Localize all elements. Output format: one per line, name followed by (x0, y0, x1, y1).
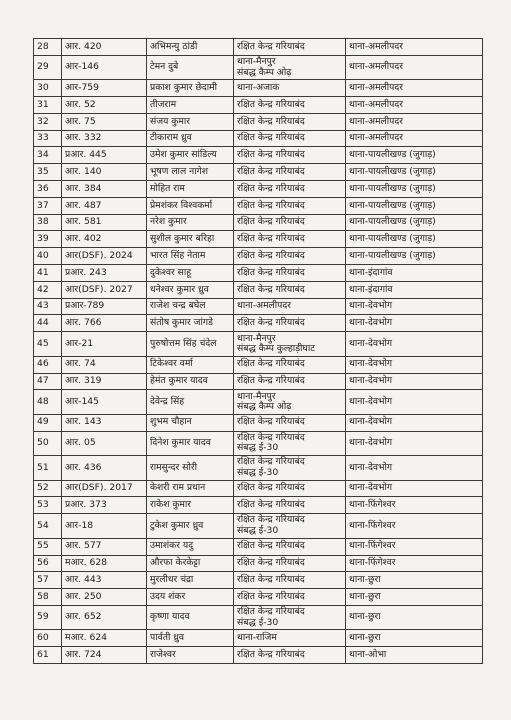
serial-number-cell: 58 (34, 589, 62, 606)
current-posting-cell (234, 315, 346, 332)
current-posting-line: रक्षित केन्द्र गरियाबंद (237, 431, 305, 443)
current-posting-cell (234, 80, 346, 97)
person-name-cell: टीकाराम ध्रुव (147, 130, 234, 147)
current-posting-cell (234, 589, 346, 606)
current-posting-cell (234, 647, 346, 664)
current-posting-line: रक्षित केन्द्र गरियाबंद (237, 216, 305, 228)
person-name-cell: मुरलीधर चंद्रा (147, 572, 234, 589)
rank-badge-cell: आर. 724 (62, 647, 147, 664)
person-name-cell: तीजराम (147, 97, 234, 114)
table-row (34, 231, 483, 248)
new-posting-cell: थाना-इंदागांव (346, 281, 483, 298)
new-posting-cell: थाना-ओभा (346, 647, 483, 664)
serial-number-cell: 47 (34, 373, 62, 390)
table-row (34, 647, 483, 664)
rank-badge-cell: आर. 652 (62, 605, 147, 630)
new-posting-cell: थाना-पायलीखण्ड (जुगाड़) (346, 147, 483, 164)
rank-badge-cell: आर. 487 (62, 197, 147, 214)
current-posting-cell (234, 456, 346, 481)
person-name-cell: हेमंत कुमार यादव (147, 373, 234, 390)
current-posting-line: संबद्ध कैम्प ओढ़ (237, 401, 292, 413)
table-row (34, 497, 483, 514)
rank-badge-cell: आर(DSF). 2024 (62, 248, 147, 265)
person-name-cell: उमेश कुमार सांडिल्य (147, 147, 234, 164)
current-posting-cell (234, 265, 346, 282)
serial-number-cell: 28 (34, 39, 62, 56)
person-name-cell: राजेश्वर (147, 647, 234, 664)
new-posting-cell: थाना-पायलीखण्ड (जुगाड़) (346, 197, 483, 214)
new-posting-cell: थाना-फिंगेश्वर (346, 514, 483, 539)
person-name-cell: राजेश चन्द्र बघेल (147, 298, 234, 315)
current-posting-line: रक्षित केन्द्र गरियाबंद (237, 590, 305, 602)
current-posting-cell (234, 514, 346, 539)
new-posting-cell: थाना-अमलीपदर (346, 80, 483, 97)
person-name-cell: देवेन्द्र सिंह (147, 390, 234, 415)
current-posting-cell (234, 97, 346, 114)
current-posting-cell (234, 431, 346, 456)
current-posting-cell (234, 214, 346, 231)
serial-number-cell: 32 (34, 113, 62, 130)
serial-number-cell: 40 (34, 248, 62, 265)
serial-number-cell: 46 (34, 356, 62, 373)
serial-number-cell: 39 (34, 231, 62, 248)
serial-number-cell: 45 (34, 332, 62, 357)
person-name-cell: औरफा केरकेट्टा (147, 555, 234, 572)
serial-number-cell: 54 (34, 514, 62, 539)
current-posting-line: रक्षित केन्द्र गरियाबंद (237, 557, 305, 569)
person-name-cell: उमाशंकर यदु (147, 538, 234, 555)
rank-badge-cell: आर. 319 (62, 373, 147, 390)
table-row (34, 414, 483, 431)
current-posting-line: रक्षित केन्द्र गरियाबंद (237, 648, 305, 660)
rank-badge-cell: आर. 332 (62, 130, 147, 147)
current-posting-line: रक्षित केन्द्र गरियाबंद (237, 266, 305, 278)
table-row (34, 80, 483, 97)
table-row (34, 605, 483, 630)
person-name-cell: कृष्णा यादव (147, 605, 234, 630)
person-name-cell: शुभम चौहान (147, 414, 234, 431)
rank-badge-cell: आर. 250 (62, 589, 147, 606)
serial-number-cell: 42 (34, 281, 62, 298)
rank-badge-cell: मआर. 628 (62, 555, 147, 572)
current-posting-cell (234, 572, 346, 589)
current-posting-line: रक्षित केन्द्र गरियाबंद (237, 98, 305, 110)
serial-number-cell: 48 (34, 390, 62, 415)
current-posting-line: रक्षित केन्द्र गरियाबंद (237, 416, 305, 428)
table-row (34, 456, 483, 481)
table-row (34, 373, 483, 390)
person-name-cell: रामसुन्दर सोरी (147, 456, 234, 481)
serial-number-cell: 59 (34, 605, 62, 630)
rank-badge-cell: आर. 74 (62, 356, 147, 373)
rank-badge-cell: आर. 443 (62, 572, 147, 589)
table-row (34, 265, 483, 282)
current-posting-cell (234, 164, 346, 181)
new-posting-cell: थाना-देवभोग (346, 298, 483, 315)
table-row (34, 39, 483, 56)
serial-number-cell: 52 (34, 480, 62, 497)
rank-badge-cell: आर(DSF). 2017 (62, 480, 147, 497)
current-posting-cell (234, 356, 346, 373)
new-posting-cell: थाना-देवभोग (346, 414, 483, 431)
current-posting-line: संबद्ध ई-30 (237, 466, 279, 478)
current-posting-cell (234, 480, 346, 497)
rank-badge-cell: आर-21 (62, 332, 147, 357)
person-name-cell: केशरी राम प्रधान (147, 480, 234, 497)
current-posting-cell (234, 414, 346, 431)
person-name-cell: प्रकाश कुमार छेदामी (147, 80, 234, 97)
serial-number-cell: 50 (34, 431, 62, 456)
table-row (34, 197, 483, 214)
person-name-cell: टुकेश कुमार ध्रुव (147, 514, 234, 539)
new-posting-cell: थाना-फिंगेश्वर (346, 497, 483, 514)
rank-badge-cell: आर. 384 (62, 181, 147, 198)
serial-number-cell: 44 (34, 315, 62, 332)
table-row (34, 181, 483, 198)
rank-badge-cell: आर-18 (62, 514, 147, 539)
person-name-cell: दुकेश्वर साहू (147, 265, 234, 282)
table-row (34, 572, 483, 589)
person-name-cell: प्रेमशंकर विश्वकर्मा (147, 197, 234, 214)
table-row (34, 514, 483, 539)
current-posting-line: रक्षित केन्द्र गरियाबंद (237, 482, 305, 494)
serial-number-cell: 56 (34, 555, 62, 572)
current-posting-line: संबद्ध ई-30 (237, 442, 279, 454)
new-posting-cell: थाना-अमलीपदर (346, 113, 483, 130)
serial-number-cell: 35 (34, 164, 62, 181)
new-posting-cell: थाना-छुरा (346, 630, 483, 647)
current-posting-cell (234, 555, 346, 572)
new-posting-cell: थाना-अमलीपदर (346, 55, 483, 80)
rank-badge-cell: आर. 140 (62, 164, 147, 181)
current-posting-cell (234, 197, 346, 214)
current-posting-line: रक्षित केन्द्र गरियाबंद (237, 132, 305, 144)
serial-number-cell: 51 (34, 456, 62, 481)
transfer-table-body (34, 39, 483, 664)
rank-badge-cell: आर. 766 (62, 315, 147, 332)
table-row (34, 332, 483, 357)
serial-number-cell: 49 (34, 414, 62, 431)
serial-number-cell: 38 (34, 214, 62, 231)
new-posting-cell: थाना-पायलीखण्ड (जुगाड़) (346, 164, 483, 181)
new-posting-cell: थाना-देवभोग (346, 480, 483, 497)
serial-number-cell: 53 (34, 497, 62, 514)
rank-badge-cell: प्रआर-789 (62, 298, 147, 315)
current-posting-cell (234, 497, 346, 514)
new-posting-cell: थाना-पायलीखण्ड (जुगाड़) (346, 214, 483, 231)
table-row (34, 298, 483, 315)
rank-badge-cell: प्रआर. 373 (62, 497, 147, 514)
current-posting-cell (234, 332, 346, 357)
current-posting-line: संबद्ध कैम्प कुल्हाड़ीघाट (237, 343, 315, 354)
rank-badge-cell: प्रआर. 445 (62, 147, 147, 164)
current-posting-line: संबद्ध ई-30 (237, 524, 279, 536)
current-posting-line: रक्षित केन्द्र गरियाबंद (237, 40, 305, 52)
current-posting-line: रक्षित केन्द्र गरियाबंद (237, 182, 305, 194)
current-posting-cell (234, 113, 346, 130)
person-name-cell: अभिमन्यु ठांडी (147, 39, 234, 56)
table-row (34, 390, 483, 415)
rank-badge-cell: प्रआर. 243 (62, 265, 147, 282)
current-posting-cell (234, 231, 346, 248)
rank-badge-cell: आर. 436 (62, 456, 147, 481)
new-posting-cell: थाना-अमलीपदर (346, 39, 483, 56)
serial-number-cell: 43 (34, 298, 62, 315)
current-posting-line: रक्षित केन्द्र गरियाबंद (237, 199, 305, 211)
table-row (34, 630, 483, 647)
current-posting-line: संबद्ध कैम्प ओढ़ (237, 66, 292, 78)
serial-number-cell: 34 (34, 147, 62, 164)
current-posting-cell (234, 538, 346, 555)
current-posting-line: थाना-मैनपुर (237, 390, 276, 402)
person-name-cell: उदय शंकर (147, 589, 234, 606)
rank-badge-cell: आर. 05 (62, 431, 147, 456)
table-row (34, 315, 483, 332)
current-posting-line: रक्षित केन्द्र गरियाबंद (237, 606, 305, 618)
new-posting-cell: थाना-फिंगेश्वर (346, 538, 483, 555)
serial-number-cell: 36 (34, 181, 62, 198)
new-posting-cell: थाना-देवभोग (346, 332, 483, 357)
person-name-cell: पार्वती ध्रुव (147, 630, 234, 647)
table-row (34, 281, 483, 298)
new-posting-cell: थाना-छुरा (346, 589, 483, 606)
current-posting-cell (234, 248, 346, 265)
current-posting-cell (234, 39, 346, 56)
current-posting-line: रक्षित केन्द्र गरियाबंद (237, 540, 305, 552)
person-name-cell: पुरुषोत्तम सिंह चंदेल (147, 332, 234, 357)
serial-number-cell: 29 (34, 55, 62, 80)
current-posting-line: रक्षित केन्द्र गरियाबंद (237, 283, 305, 295)
current-posting-line: थाना-मैनपुर (237, 56, 276, 68)
table-row (34, 113, 483, 130)
table-row (34, 55, 483, 80)
table-row (34, 164, 483, 181)
current-posting-line: रक्षित केन्द्र गरियाबंद (237, 249, 305, 261)
current-posting-cell (234, 55, 346, 80)
rank-badge-cell: आर. 420 (62, 39, 147, 56)
new-posting-cell: थाना-देवभोग (346, 456, 483, 481)
current-posting-cell (234, 605, 346, 630)
new-posting-cell: थाना-फिंगेश्वर (346, 555, 483, 572)
person-name-cell: राकेश कुमार (147, 497, 234, 514)
current-posting-cell (234, 630, 346, 647)
new-posting-cell: थाना-अमलीपदर (346, 130, 483, 147)
current-posting-line: रक्षित केन्द्र गरियाबंद (237, 317, 305, 329)
person-name-cell: दिनेश कुमार यादव (147, 431, 234, 456)
rank-badge-cell: आर-146 (62, 55, 147, 80)
rank-badge-cell: आर. 577 (62, 538, 147, 555)
current-posting-cell (234, 130, 346, 147)
current-posting-cell (234, 373, 346, 390)
current-posting-line: रक्षित केन्द्र गरियाबंद (237, 149, 305, 161)
table-row (34, 431, 483, 456)
serial-number-cell: 30 (34, 80, 62, 97)
serial-number-cell: 61 (34, 647, 62, 664)
serial-number-cell: 57 (34, 572, 62, 589)
rank-badge-cell: आर. 75 (62, 113, 147, 130)
person-name-cell: धनेश्वर कुमार ध्रुव (147, 281, 234, 298)
current-posting-line: थाना-अमलीपदर (237, 300, 292, 312)
serial-number-cell: 33 (34, 130, 62, 147)
table-row (34, 248, 483, 265)
rank-badge-cell: आर. 581 (62, 214, 147, 231)
current-posting-line: रक्षित केन्द्र गरियाबंद (237, 358, 305, 370)
person-name-cell: मोहित राम (147, 181, 234, 198)
new-posting-cell: थाना-देवभोग (346, 315, 483, 332)
current-posting-cell (234, 281, 346, 298)
person-name-cell: नरेश कुमार (147, 214, 234, 231)
serial-number-cell: 41 (34, 265, 62, 282)
person-name-cell: भूषण लाल नागेश (147, 164, 234, 181)
person-name-cell: संजय कुमार (147, 113, 234, 130)
table-row (34, 147, 483, 164)
new-posting-cell: थाना-देवभोग (346, 431, 483, 456)
current-posting-cell (234, 298, 346, 315)
person-name-cell: संतोष कुमार जांगडे (147, 315, 234, 332)
new-posting-cell: थाना-छुरा (346, 605, 483, 630)
table-row (34, 356, 483, 373)
current-posting-line: संबद्ध ई-30 (237, 616, 279, 628)
current-posting-line: रक्षित केन्द्र गरियाबंद (237, 375, 305, 387)
table-row (34, 480, 483, 497)
person-name-cell: भारत सिंह नेताम (147, 248, 234, 265)
rank-badge-cell: आर. 52 (62, 97, 147, 114)
current-posting-line: रक्षित केन्द्र गरियाबंद (237, 573, 305, 585)
transfer-table (33, 38, 483, 664)
current-posting-cell (234, 147, 346, 164)
current-posting-line: थाना-अजाक (237, 81, 280, 93)
new-posting-cell: थाना-अमलीपदर (346, 97, 483, 114)
table-row (34, 97, 483, 114)
current-posting-line: रक्षित केन्द्र गरियाबंद (237, 514, 305, 526)
current-posting-cell (234, 390, 346, 415)
current-posting-line: रक्षित केन्द्र गरियाबंद (237, 115, 305, 127)
rank-badge-cell: आर. 143 (62, 414, 147, 431)
new-posting-cell: थाना-देवभोग (346, 390, 483, 415)
serial-number-cell: 31 (34, 97, 62, 114)
new-posting-cell: थाना-पायलीखण्ड (जुगाड़) (346, 248, 483, 265)
rank-badge-cell: आर-759 (62, 80, 147, 97)
new-posting-cell: थाना-इंदागांव (346, 265, 483, 282)
rank-badge-cell: आर. 402 (62, 231, 147, 248)
current-posting-line: रक्षित केन्द्र गरियाबंद (237, 499, 305, 511)
serial-number-cell: 60 (34, 630, 62, 647)
current-posting-line: थाना-राजिम (237, 632, 277, 644)
serial-number-cell: 55 (34, 538, 62, 555)
new-posting-cell: थाना-देवभोग (346, 373, 483, 390)
new-posting-cell: थाना-पायलीखण्ड (जुगाड़) (346, 231, 483, 248)
rank-badge-cell: आर(DSF). 2027 (62, 281, 147, 298)
current-posting-cell (234, 181, 346, 198)
table-row (34, 538, 483, 555)
new-posting-cell: थाना-देवभोग (346, 356, 483, 373)
person-name-cell: टेमन दुबे (147, 55, 234, 80)
current-posting-line: रक्षित केन्द्र गरियाबंद (237, 233, 305, 245)
new-posting-cell: थाना-छुरा (346, 572, 483, 589)
person-name-cell: सुशील कुमार बरिहा (147, 231, 234, 248)
current-posting-line: रक्षित केन्द्र गरियाबंद (237, 456, 305, 468)
person-name-cell: टिकेश्वर वर्मा (147, 356, 234, 373)
table-row (34, 589, 483, 606)
table-row (34, 214, 483, 231)
rank-badge-cell: आर-145 (62, 390, 147, 415)
rank-badge-cell: मआर. 624 (62, 630, 147, 647)
table-row (34, 555, 483, 572)
current-posting-line: रक्षित केन्द्र गरियाबंद (237, 165, 305, 177)
serial-number-cell: 37 (34, 197, 62, 214)
table-row (34, 130, 483, 147)
current-posting-line: थाना-मैनपुर (237, 332, 276, 344)
new-posting-cell: थाना-पायलीखण्ड (जुगाड़) (346, 181, 483, 198)
